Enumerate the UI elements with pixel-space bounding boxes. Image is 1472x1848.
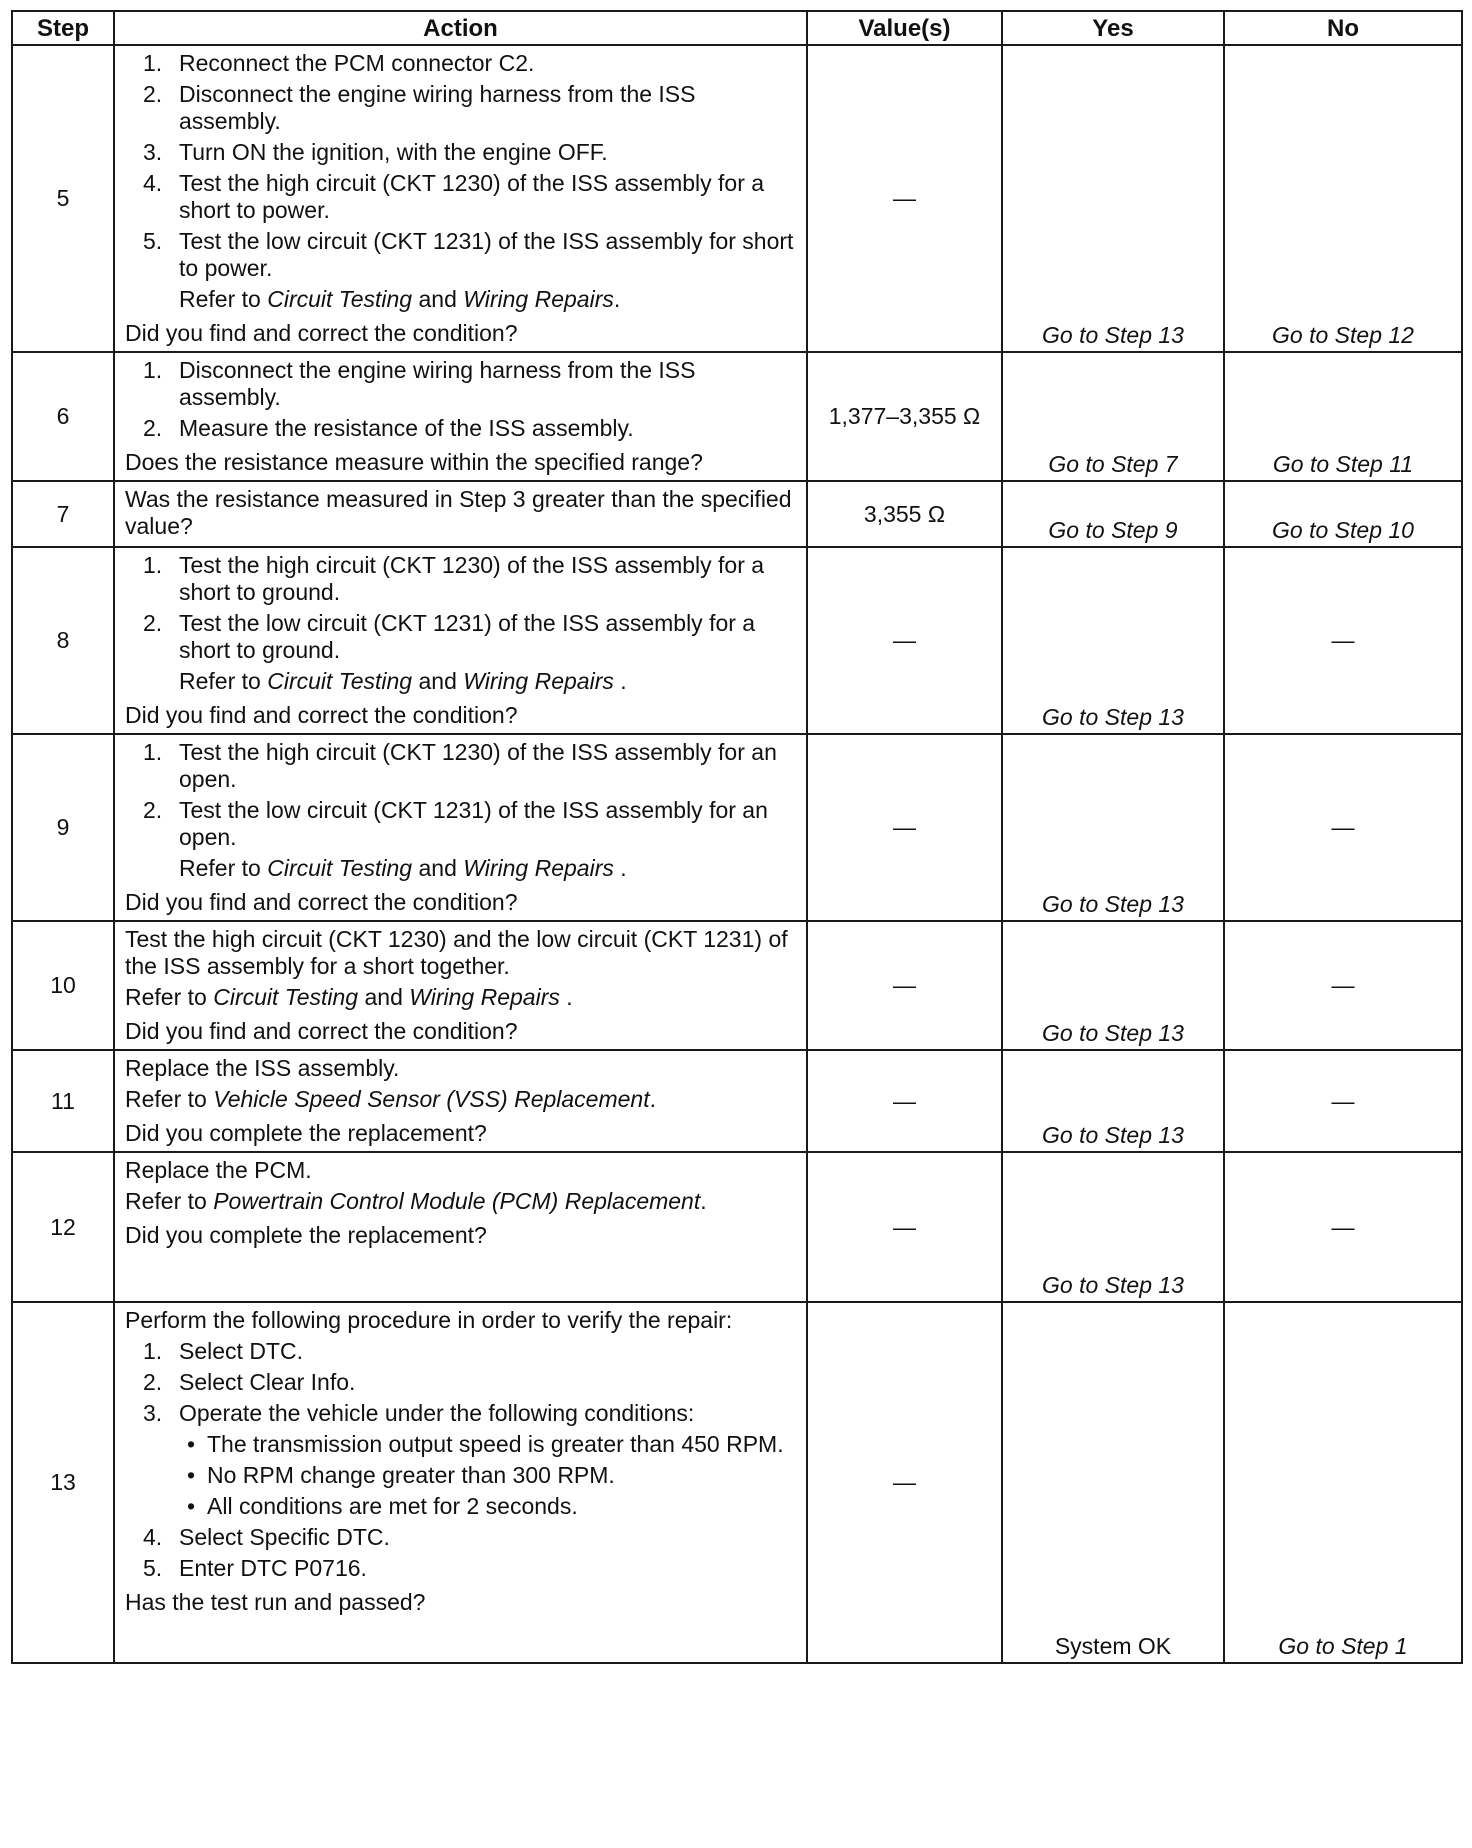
refer-note: Refer to Circuit Testing and Wiring Repairs. (179, 286, 621, 312)
step-number: 7 (12, 481, 114, 547)
step-number: 6 (12, 352, 114, 481)
value-cell: 1,377–3,355 Ω (807, 352, 1002, 481)
question: Was the resistance measured in Step 3 greater than the specified value? (125, 486, 792, 539)
header-values: Value(s) (807, 11, 1002, 45)
list-item: 1. Reconnect the PCM connector C2. (143, 50, 535, 76)
value-cell: — (807, 734, 1002, 921)
yes-goto[interactable]: Go to Step 13 (1042, 322, 1184, 348)
list-item: 3. Turn ON the ignition, with the engine OFF. (143, 139, 608, 165)
list-item: 2. Select Clear Info. (143, 1369, 356, 1395)
header-yes: Yes (1002, 11, 1224, 45)
value-cell: — (807, 1302, 1002, 1663)
step-number: 10 (12, 921, 114, 1050)
header-step: Step (12, 11, 114, 45)
list-item: 1. Select DTC. (143, 1338, 303, 1364)
pcm-replacement-link[interactable]: Powertrain Control Module (PCM) Replacement (213, 1188, 701, 1214)
refer-note: Refer to Circuit Testing and Wiring Repairs . (179, 855, 627, 881)
action-text: Perform the following procedure in order to verify the repair: (125, 1307, 733, 1333)
no-cell (1224, 1302, 1462, 1663)
wiring-repairs-link[interactable]: Wiring Repairs (463, 668, 614, 694)
circuit-testing-link[interactable]: Circuit Testing (267, 668, 413, 694)
table-row-step-13 (12, 1302, 1462, 1663)
wiring-repairs-link[interactable]: Wiring Repairs (463, 286, 614, 312)
yes-goto[interactable]: Go to Step 9 (1048, 517, 1178, 543)
no-cell: — (1224, 547, 1462, 734)
circuit-testing-link[interactable]: Circuit Testing (267, 855, 413, 881)
step-number: 13 (12, 1302, 114, 1663)
table-row-step-8 (12, 547, 1462, 734)
list-item: 2. Test the low circuit (CKT 1231) of the ISS assembly for a short to ground. (143, 610, 756, 663)
diagnostic-table (11, 10, 1463, 1664)
no-cell (1224, 45, 1462, 352)
yes-cell (1002, 1050, 1224, 1152)
refer-note: Refer to Circuit Testing and Wiring Repairs . (179, 668, 627, 694)
table-row-step-11 (12, 1050, 1462, 1152)
no-cell: — (1224, 921, 1462, 1050)
yes-cell (1002, 547, 1224, 734)
action-cell (114, 45, 807, 352)
no-cell: — (1224, 1152, 1462, 1302)
no-goto[interactable]: Go to Step 12 (1272, 322, 1414, 348)
no-cell: — (1224, 1050, 1462, 1152)
list-item: 1. Test the high circuit (CKT 1230) of the ISS assembly for an open. (143, 739, 777, 792)
yes-cell (1002, 921, 1224, 1050)
action-cell (114, 481, 807, 547)
yes-goto[interactable]: Go to Step 13 (1042, 891, 1184, 917)
question: Has the test run and passed? (125, 1589, 426, 1615)
list-item: 4. Test the high circuit (CKT 1230) of the ISS assembly for a short to power. (143, 170, 765, 223)
value-cell: — (807, 1050, 1002, 1152)
action-cell (114, 921, 807, 1050)
question: Did you find and correct the condition? (125, 702, 518, 728)
value-cell: — (807, 45, 1002, 352)
step-number: 8 (12, 547, 114, 734)
yes-goto[interactable]: Go to Step 13 (1042, 1272, 1184, 1298)
yes-goto[interactable]: Go to Step 13 (1042, 704, 1184, 730)
wiring-repairs-link[interactable]: Wiring Repairs (409, 984, 560, 1010)
value-cell: 3,355 Ω (807, 481, 1002, 547)
refer-note: Refer to Vehicle Speed Sensor (VSS) Replacement. (125, 1086, 656, 1112)
no-goto[interactable]: Go to Step 10 (1272, 517, 1414, 543)
list-item: 3. Operate the vehicle under the following conditions: (143, 1400, 695, 1426)
action-text: Replace the ISS assembly. (125, 1055, 400, 1081)
yes-cell (1002, 1152, 1224, 1302)
step-number: 5 (12, 45, 114, 352)
list-item: 2. Test the low circuit (CKT 1231) of the ISS assembly for an open. (143, 797, 768, 850)
bullet-item: • The transmission output speed is greater than 450 RPM. (186, 1431, 784, 1457)
yes-goto[interactable]: Go to Step 13 (1042, 1122, 1184, 1148)
refer-note: Refer to Circuit Testing and Wiring Repairs . (125, 984, 573, 1010)
header-no: No (1224, 11, 1462, 45)
yes-cell (1002, 45, 1224, 352)
table-row-step-5 (12, 45, 1462, 352)
value-cell: — (807, 921, 1002, 1050)
circuit-testing-link[interactable]: Circuit Testing (213, 984, 359, 1010)
question: Does the resistance measure within the specified range? (125, 449, 703, 475)
yes-goto[interactable]: Go to Step 7 (1048, 451, 1178, 477)
bullet-item: • No RPM change greater than 300 RPM. (186, 1462, 615, 1488)
step-number: 11 (12, 1050, 114, 1152)
no-cell (1224, 481, 1462, 547)
no-goto[interactable]: Go to Step 1 (1278, 1633, 1408, 1659)
header-action: Action (114, 11, 807, 45)
value-cell: — (807, 547, 1002, 734)
yes-cell (1002, 1302, 1224, 1663)
value-cell: — (807, 1152, 1002, 1302)
step-number: 9 (12, 734, 114, 921)
action-text: Test the high circuit (CKT 1230) and the low circuit (CKT 1231) of the ISS assembly for a short together. (125, 926, 788, 979)
action-cell (114, 734, 807, 921)
no-cell (1224, 352, 1462, 481)
action-cell (114, 1050, 807, 1152)
question: Did you find and correct the condition? (125, 1018, 518, 1044)
list-item: 5. Enter DTC P0716. (143, 1555, 367, 1581)
action-cell (114, 1152, 807, 1302)
question: Did you find and correct the condition? (125, 889, 518, 915)
bullet-item: • All conditions are met for 2 seconds. (186, 1493, 578, 1519)
question: Did you find and correct the condition? (125, 320, 518, 346)
question: Did you complete the replacement? (125, 1120, 487, 1146)
action-text: Replace the PCM. (125, 1157, 312, 1183)
table-row-step-10 (12, 921, 1462, 1050)
vss-replacement-link[interactable]: Vehicle Speed Sensor (VSS) Replacement (213, 1086, 650, 1112)
circuit-testing-link[interactable]: Circuit Testing (267, 286, 413, 312)
wiring-repairs-link[interactable]: Wiring Repairs (463, 855, 614, 881)
list-item: 5. Test the low circuit (CKT 1231) of the ISS assembly for short to power. (143, 228, 794, 281)
step-number: 12 (12, 1152, 114, 1302)
question: Did you complete the replacement? (125, 1222, 487, 1248)
yes-result: System OK (1054, 1633, 1172, 1659)
no-goto[interactable]: Go to Step 11 (1272, 451, 1414, 477)
list-item: 2. Measure the resistance of the ISS assembly. (143, 415, 634, 441)
table-row-step-6 (12, 352, 1462, 481)
yes-cell (1002, 481, 1224, 547)
list-item: 1. Disconnect the engine wiring harness from the ISS assembly. (143, 357, 696, 410)
list-item: 2. Disconnect the engine wiring harness from the ISS assembly. (143, 81, 696, 134)
table-row-step-9 (12, 734, 1462, 921)
list-item: 1. Test the high circuit (CKT 1230) of the ISS assembly for a short to ground. (143, 552, 765, 605)
header-row (12, 11, 1462, 45)
yes-goto[interactable]: Go to Step 13 (1042, 1020, 1184, 1046)
yes-cell (1002, 352, 1224, 481)
action-cell (114, 1302, 807, 1663)
action-cell (114, 547, 807, 734)
yes-cell (1002, 734, 1224, 921)
table-row-step-7 (12, 481, 1462, 547)
table-row-step-12 (12, 1152, 1462, 1302)
action-cell (114, 352, 807, 481)
list-item: 4. Select Specific DTC. (143, 1524, 390, 1550)
refer-note: Refer to Powertrain Control Module (PCM) Replacement. (125, 1188, 707, 1214)
no-cell: — (1224, 734, 1462, 921)
